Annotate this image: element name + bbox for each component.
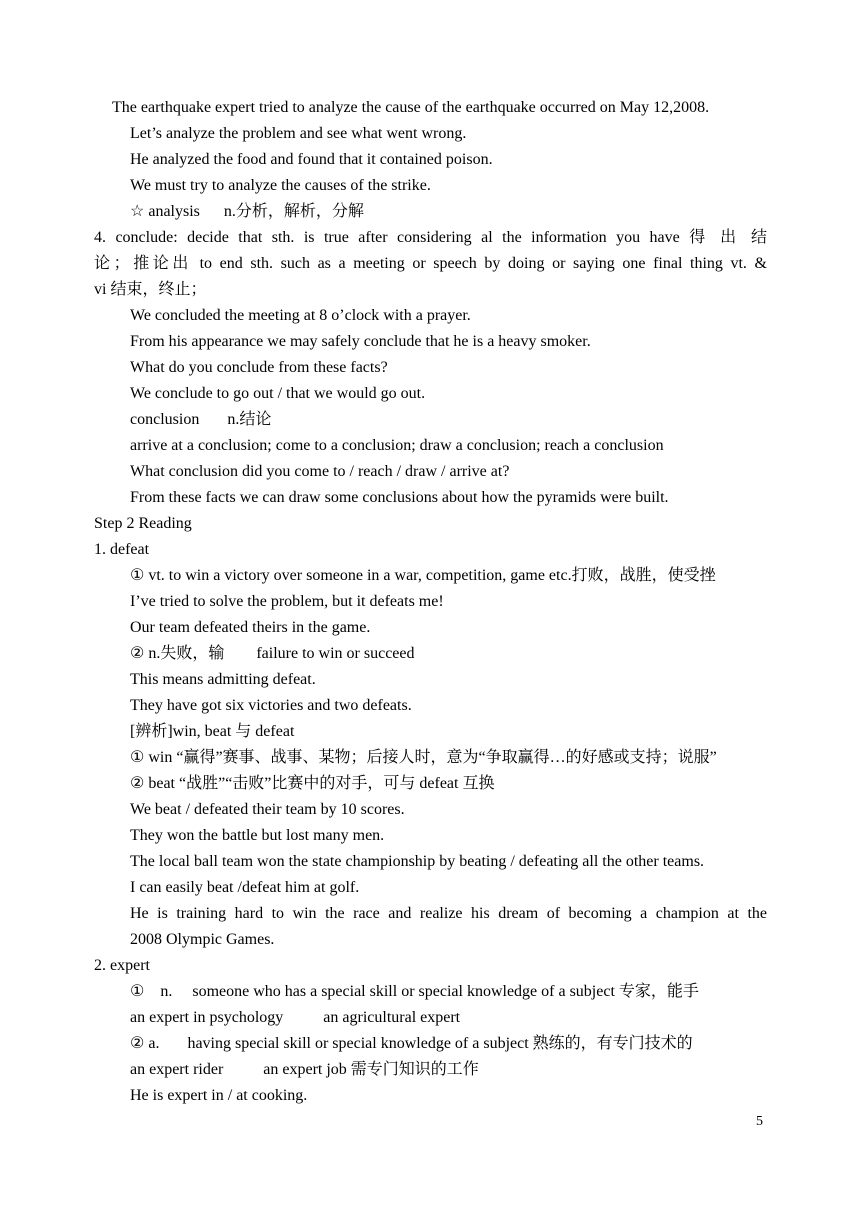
text-line: an expert in psychology an agricultural expert [130, 1009, 461, 1026]
text-line: Let’s analyze the problem and see what went wrong. [130, 125, 467, 142]
text-line: Our team defeated theirs in the game. [130, 619, 371, 636]
text-line: 2008 Olympic Games. [130, 931, 275, 948]
text-line: What do you conclude from these facts? [130, 359, 388, 376]
text-line: They won the battle but lost many men. [130, 827, 385, 844]
text-line: 4. conclude: decide that sth. is true after considering al the information you have 得 出 结 [94, 229, 767, 246]
text-line: This means admitting defeat. [130, 671, 316, 688]
section-heading: Step 2 Reading [94, 515, 192, 532]
text-line: We conclude to go out / that we would go out. [130, 385, 426, 402]
text-line: ② a. having special skill or special knowledge of a subject 熟练的，有专门技术的 [130, 1035, 693, 1052]
text-line: I can easily beat /defeat him at golf. [130, 879, 360, 896]
text-line: From his appearance we may safely conclude that he is a heavy smoker. [130, 333, 591, 350]
text-line: The earthquake expert tried to analyze the cause of the earthquake occurred on May 12,2008. [112, 99, 710, 116]
text-line: From these facts we can draw some conclusions about how the pyramids were built. [130, 489, 669, 506]
text-line: The local ball team won the state championship by beating / defeating all the other teams. [130, 853, 705, 870]
text-line: vi 结束，终止； [94, 281, 207, 298]
text-line: I’ve tried to solve the problem, but it defeats me! [130, 593, 444, 610]
text-line: arrive at a conclusion; come to a conclusion; draw a conclusion; reach a conclusion [130, 437, 664, 454]
text-line: We must try to analyze the causes of the strike. [130, 177, 431, 194]
text-line: He is training hard to win the race and realize his dream of becoming a champion at the [130, 905, 767, 922]
text-line: He analyzed the food and found that it contained poison. [130, 151, 493, 168]
text-line: [辨析]win, beat 与 defeat [130, 723, 295, 740]
text-line: conclusion n.结论 [130, 411, 272, 428]
text-line: ① vt. to win a victory over someone in a war, competition, game etc.打败，战胜，使受挫 [130, 567, 716, 584]
page-number: 5 [756, 1114, 763, 1129]
text-line: What conclusion did you come to / reach / draw / arrive at? [130, 463, 510, 480]
text-line: We concluded the meeting at 8 o’clock with a prayer. [130, 307, 471, 324]
text-line: ① n. someone who has a special skill or special knowledge of a subject 专家，能手 [130, 983, 699, 1000]
text-line: He is expert in / at cooking. [130, 1087, 308, 1104]
text-line: They have got six victories and two defeats. [130, 697, 412, 714]
text-line: We beat / defeated their team by 10 scores. [130, 801, 405, 818]
text-line: ① win “赢得”赛事、战事、某物；后接人时，意为“争取赢得…的好感或支持；说服” [130, 749, 717, 766]
text-line: ② beat “战胜”“击败”比赛中的对手，可与 defeat 互换 [130, 775, 495, 792]
text-line: ☆ analysis n.分析，解析，分解 [130, 203, 364, 220]
entry-heading: 1. defeat [94, 541, 150, 558]
entry-heading: 2. expert [94, 957, 150, 974]
text-line: ② n.失败，输 failure to win or succeed [130, 645, 415, 662]
text-line: 论；推论出 to end sth. such as a meeting or speech by doing or saying one final thing vt. & [94, 255, 767, 272]
text-line: an expert rider an expert job 需专门知识的工作 [130, 1061, 479, 1078]
